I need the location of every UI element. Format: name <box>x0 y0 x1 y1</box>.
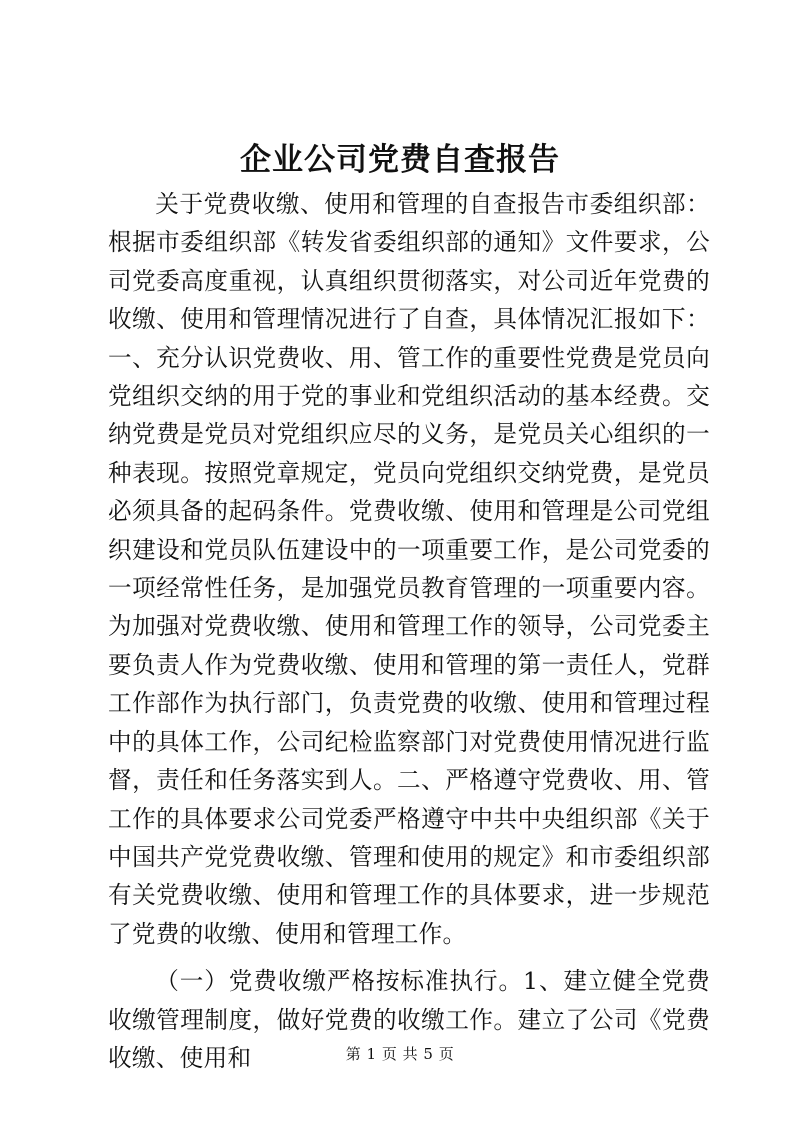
body-paragraph-2: （一）党费收缴严格按标准执行。1、建立健全党费收缴管理制度，做好党费的收缴工作。建立了公司《党费收缴、使用和 <box>108 967 710 1072</box>
page-number-footer: 第 1 页 共 5 页 <box>345 1045 455 1063</box>
body-paragraph-1: 关于党费收缴、使用和管理的自查报告市委组织部：根据市委组织部《转发省委组织部的通知》文件要求，公司党委高度重视，认真组织贯彻落实，对公司近年党费的收缴、使用和管理情况进行了自查，具体情况汇报如下：一、充分认识党费收、用、管工作的重要性党费是党员向党组织交纳的用于党的事业和党组织活动的基本经费。交纳党费是党员对党组织应尽的义务，是党员关心组织的一种表现。按照党章规定，党员向党组织交纳党费，是党员必须具备的起码条件。党费收缴、使用和管理是公司党组织建设和党员队伍建设中的一项重要工作，是公司党委的一项经常性任务，是加强党员教育管理的一项重要内容。为加强对党费收缴、使用和管理工作的领导，公司党委主要负责人作为党费收缴、使用和管理的第一责任人，党群工作部作为执行部门，负责党费的收缴、使用和管理过程中的具体工作，公司纪检监察部门对党费使用情况进行监督，责任和任务落实到人。二、严格遵守党费收、用、管工作的具体要求公司党委严格遵守中共中央组织部《关于中国共产党党费收缴、管理和使用的规定》和市委组织部有关党费收缴、使用和管理工作的具体要求，进一步规范了党费的收缴、使用和管理工作。 <box>108 190 710 948</box>
document-title: 企业公司党费自查报告 <box>240 142 560 178</box>
document-body <box>108 185 710 1077</box>
